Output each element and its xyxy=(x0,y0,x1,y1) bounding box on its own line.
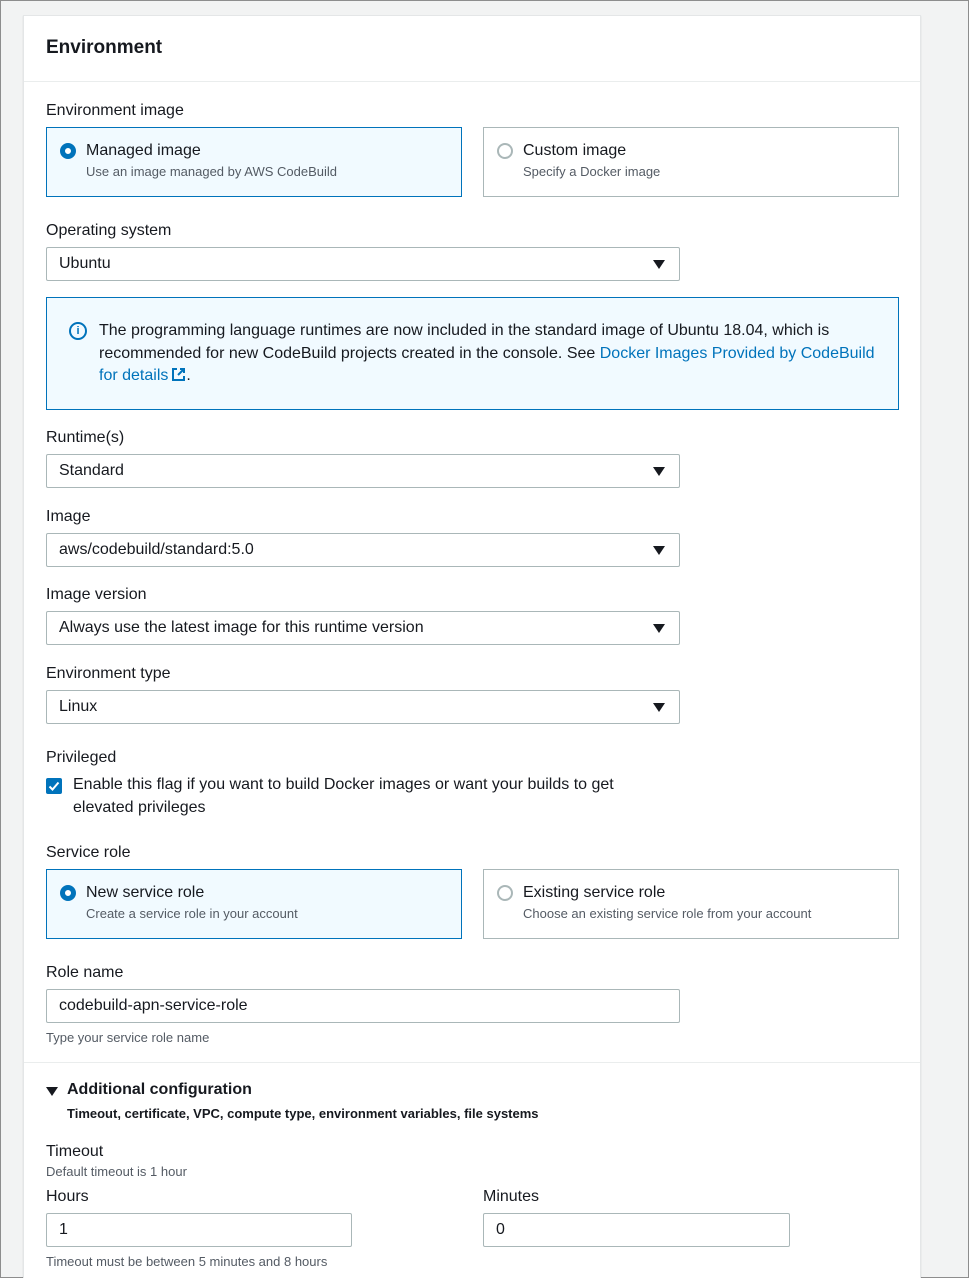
existing-service-role-radio[interactable] xyxy=(497,885,513,901)
image-version-select[interactable] xyxy=(46,611,680,645)
environment-type-select[interactable] xyxy=(46,690,680,724)
minutes-value: 0 xyxy=(496,1221,505,1238)
image-select[interactable] xyxy=(46,533,680,567)
info-alert xyxy=(46,297,899,410)
operating-system-value: Ubuntu xyxy=(59,255,111,272)
info-alert-body: The programming language runtimes are now included in the standard image of Ubuntu 18.04, which is recommended for new CodeBuild projects created in the console. See xyxy=(99,322,830,362)
custom-image-tile[interactable] xyxy=(483,127,899,197)
additional-configuration-toggle[interactable]: Additional configuration xyxy=(67,1081,252,1098)
panel-title: Environment xyxy=(46,37,163,58)
image-version-label: Image version xyxy=(46,586,147,603)
existing-service-role-description: Choose an existing service role from your account xyxy=(523,906,812,921)
runtimes-select[interactable] xyxy=(46,454,680,488)
hours-input[interactable] xyxy=(46,1213,352,1247)
hours-value: 1 xyxy=(59,1221,68,1238)
image-label: Image xyxy=(46,508,91,525)
role-name-hint: Type your service role name xyxy=(46,1030,210,1045)
caret-down-icon xyxy=(653,260,665,269)
managed-image-title: Managed image xyxy=(86,142,201,159)
new-service-role-description: Create a service role in your account xyxy=(86,906,298,921)
check-icon xyxy=(46,778,62,794)
new-service-role-tile[interactable] xyxy=(46,869,462,939)
role-name-label: Role name xyxy=(46,964,124,981)
managed-image-tile[interactable] xyxy=(46,127,462,197)
caret-down-icon xyxy=(653,546,665,555)
role-name-value: codebuild-apn-service-role xyxy=(59,997,248,1014)
managed-image-description: Use an image managed by AWS CodeBuild xyxy=(86,164,337,179)
existing-service-role-title: Existing service role xyxy=(523,884,666,901)
external-link-icon xyxy=(171,367,186,382)
custom-image-description: Specify a Docker image xyxy=(523,164,661,179)
additional-configuration-subtitle: Timeout, certificate, VPC, compute type, environment variables, file systems xyxy=(67,1106,539,1121)
new-service-role-radio[interactable] xyxy=(60,885,76,901)
privileged-checkbox[interactable] xyxy=(46,778,62,794)
hours-label: Hours xyxy=(46,1188,89,1205)
minutes-input[interactable] xyxy=(483,1213,790,1247)
image-version-value: Always use the latest image for this runtime version xyxy=(59,619,424,636)
image-value: aws/codebuild/standard:5.0 xyxy=(59,541,254,558)
custom-image-title: Custom image xyxy=(523,142,627,159)
environment-panel xyxy=(23,15,921,1278)
timeout-description: Default timeout is 1 hour xyxy=(46,1164,187,1179)
info-circle-icon: i xyxy=(69,322,87,340)
environment-image-label: Environment image xyxy=(46,102,184,119)
existing-service-role-tile[interactable] xyxy=(483,869,899,939)
operating-system-label: Operating system xyxy=(46,222,172,239)
caret-down-icon[interactable] xyxy=(46,1087,58,1096)
section-divider xyxy=(24,1062,920,1063)
panel-header xyxy=(24,16,920,82)
environment-type-label: Environment type xyxy=(46,665,171,682)
runtimes-label: Runtime(s) xyxy=(46,429,125,446)
privileged-label: Privileged xyxy=(46,749,117,766)
custom-image-radio[interactable] xyxy=(497,143,513,159)
environment-type-value: Linux xyxy=(59,698,98,715)
new-service-role-title: New service role xyxy=(86,884,205,901)
operating-system-select[interactable] xyxy=(46,247,680,281)
service-role-label: Service role xyxy=(46,844,131,861)
docker-images-link-text: Docker Images Provided by CodeBuild for details xyxy=(99,344,875,384)
timeout-label: Timeout xyxy=(46,1143,104,1160)
privileged-checkbox-text: Enable this flag if you want to build Docker images or want your builds to get elevated privileges xyxy=(73,776,614,816)
caret-down-icon xyxy=(653,624,665,633)
info-alert-text xyxy=(99,320,879,388)
timeout-constraint: Timeout must be between 5 minutes and 8 hours xyxy=(46,1254,328,1269)
role-name-input[interactable] xyxy=(46,989,680,1023)
managed-image-radio[interactable] xyxy=(60,143,76,159)
runtimes-value: Standard xyxy=(59,462,124,479)
info-alert-suffix: . xyxy=(186,367,191,384)
minutes-label: Minutes xyxy=(483,1188,540,1205)
caret-down-icon xyxy=(653,703,665,712)
caret-down-icon xyxy=(653,467,665,476)
